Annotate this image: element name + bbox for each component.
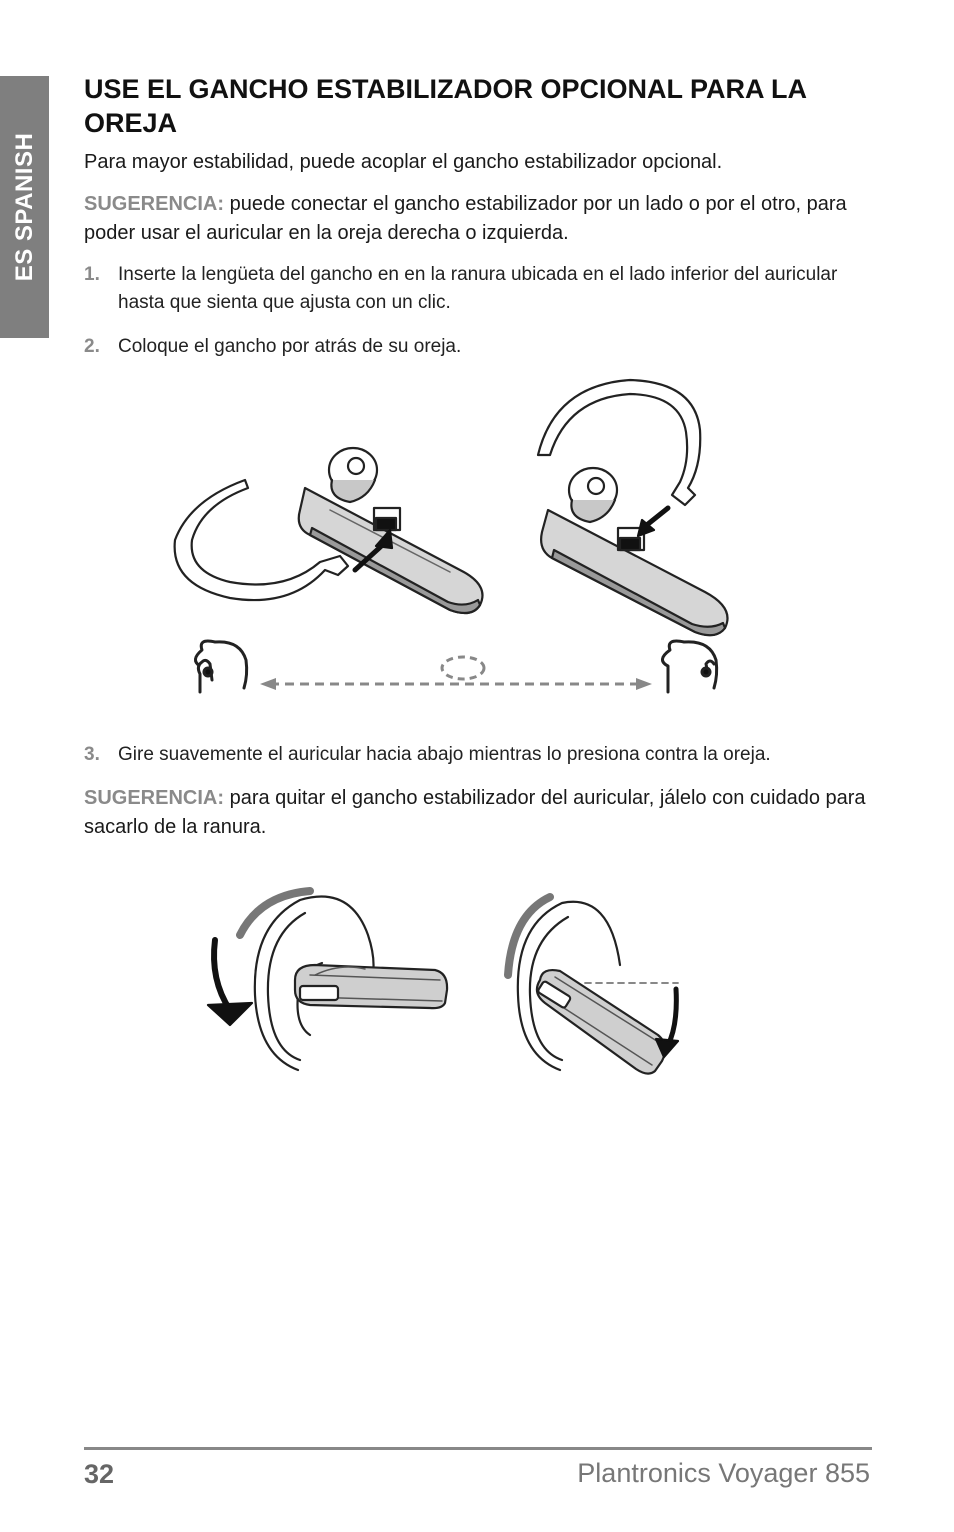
tip-text: puede conectar el gancho estabilizador por un lado o por el otro, para poder usar el auricular en la oreja derecha o izquierda. (84, 193, 847, 244)
step-number: 2. (84, 336, 100, 357)
language-tab-label: ES SPANISH (10, 132, 38, 282)
tip-paragraph-1 (84, 190, 884, 248)
step-text: Gire suavemente el auricular hacia abajo mientras lo presiona contra la oreja. (118, 744, 771, 765)
step-number: 3. (84, 744, 100, 765)
intro-text: Para mayor estabilidad, puede acoplar el gancho estabilizador opcional. (84, 151, 723, 173)
attach-hook-illustration (160, 370, 760, 710)
tip-paragraph-2 (84, 784, 884, 842)
step-number: 1. (84, 264, 100, 285)
step-1 (84, 261, 874, 317)
headset-icon (295, 965, 447, 1008)
arrow-left-icon (260, 678, 276, 690)
arrow-right-icon (636, 678, 652, 690)
ear-hook-icon (538, 380, 700, 505)
head-profile-icon (662, 641, 760, 692)
step-2 (84, 333, 874, 361)
page-number: 32 (84, 1459, 115, 1489)
rotate-arrow-icon (208, 1003, 252, 1025)
product-name: Plantronics Voyager 855 (577, 1458, 870, 1488)
rotate-arrow-icon (668, 989, 676, 1045)
rotate-headset-illustration (200, 885, 700, 1085)
tip-text: para quitar el gancho estabilizador del auricular, jálelo con cuidado para sacarlo de la ranura. (84, 787, 866, 838)
tip-label: SUGERENCIA: (84, 193, 225, 215)
footer-divider (84, 1447, 872, 1450)
rotate-arrow-icon (214, 940, 230, 1010)
rotate-indicator-icon (442, 657, 484, 679)
step-text: Inserte la lengüeta del gancho en en la ranura ubicada en el lado inferior del auricular hasta que sienta que ajusta con un clic. (118, 264, 838, 313)
tip-label: SUGERENCIA: (84, 787, 225, 809)
step-3 (84, 741, 874, 769)
step-text: Coloque el gancho por atrás de su oreja. (118, 336, 462, 357)
section-title: USE EL GANCHO ESTABILIZADOR OPCIONAL PARA LA OREJA (84, 74, 807, 138)
head-profile-icon (195, 641, 246, 692)
language-tab (0, 76, 49, 338)
headset-icon (541, 468, 727, 635)
